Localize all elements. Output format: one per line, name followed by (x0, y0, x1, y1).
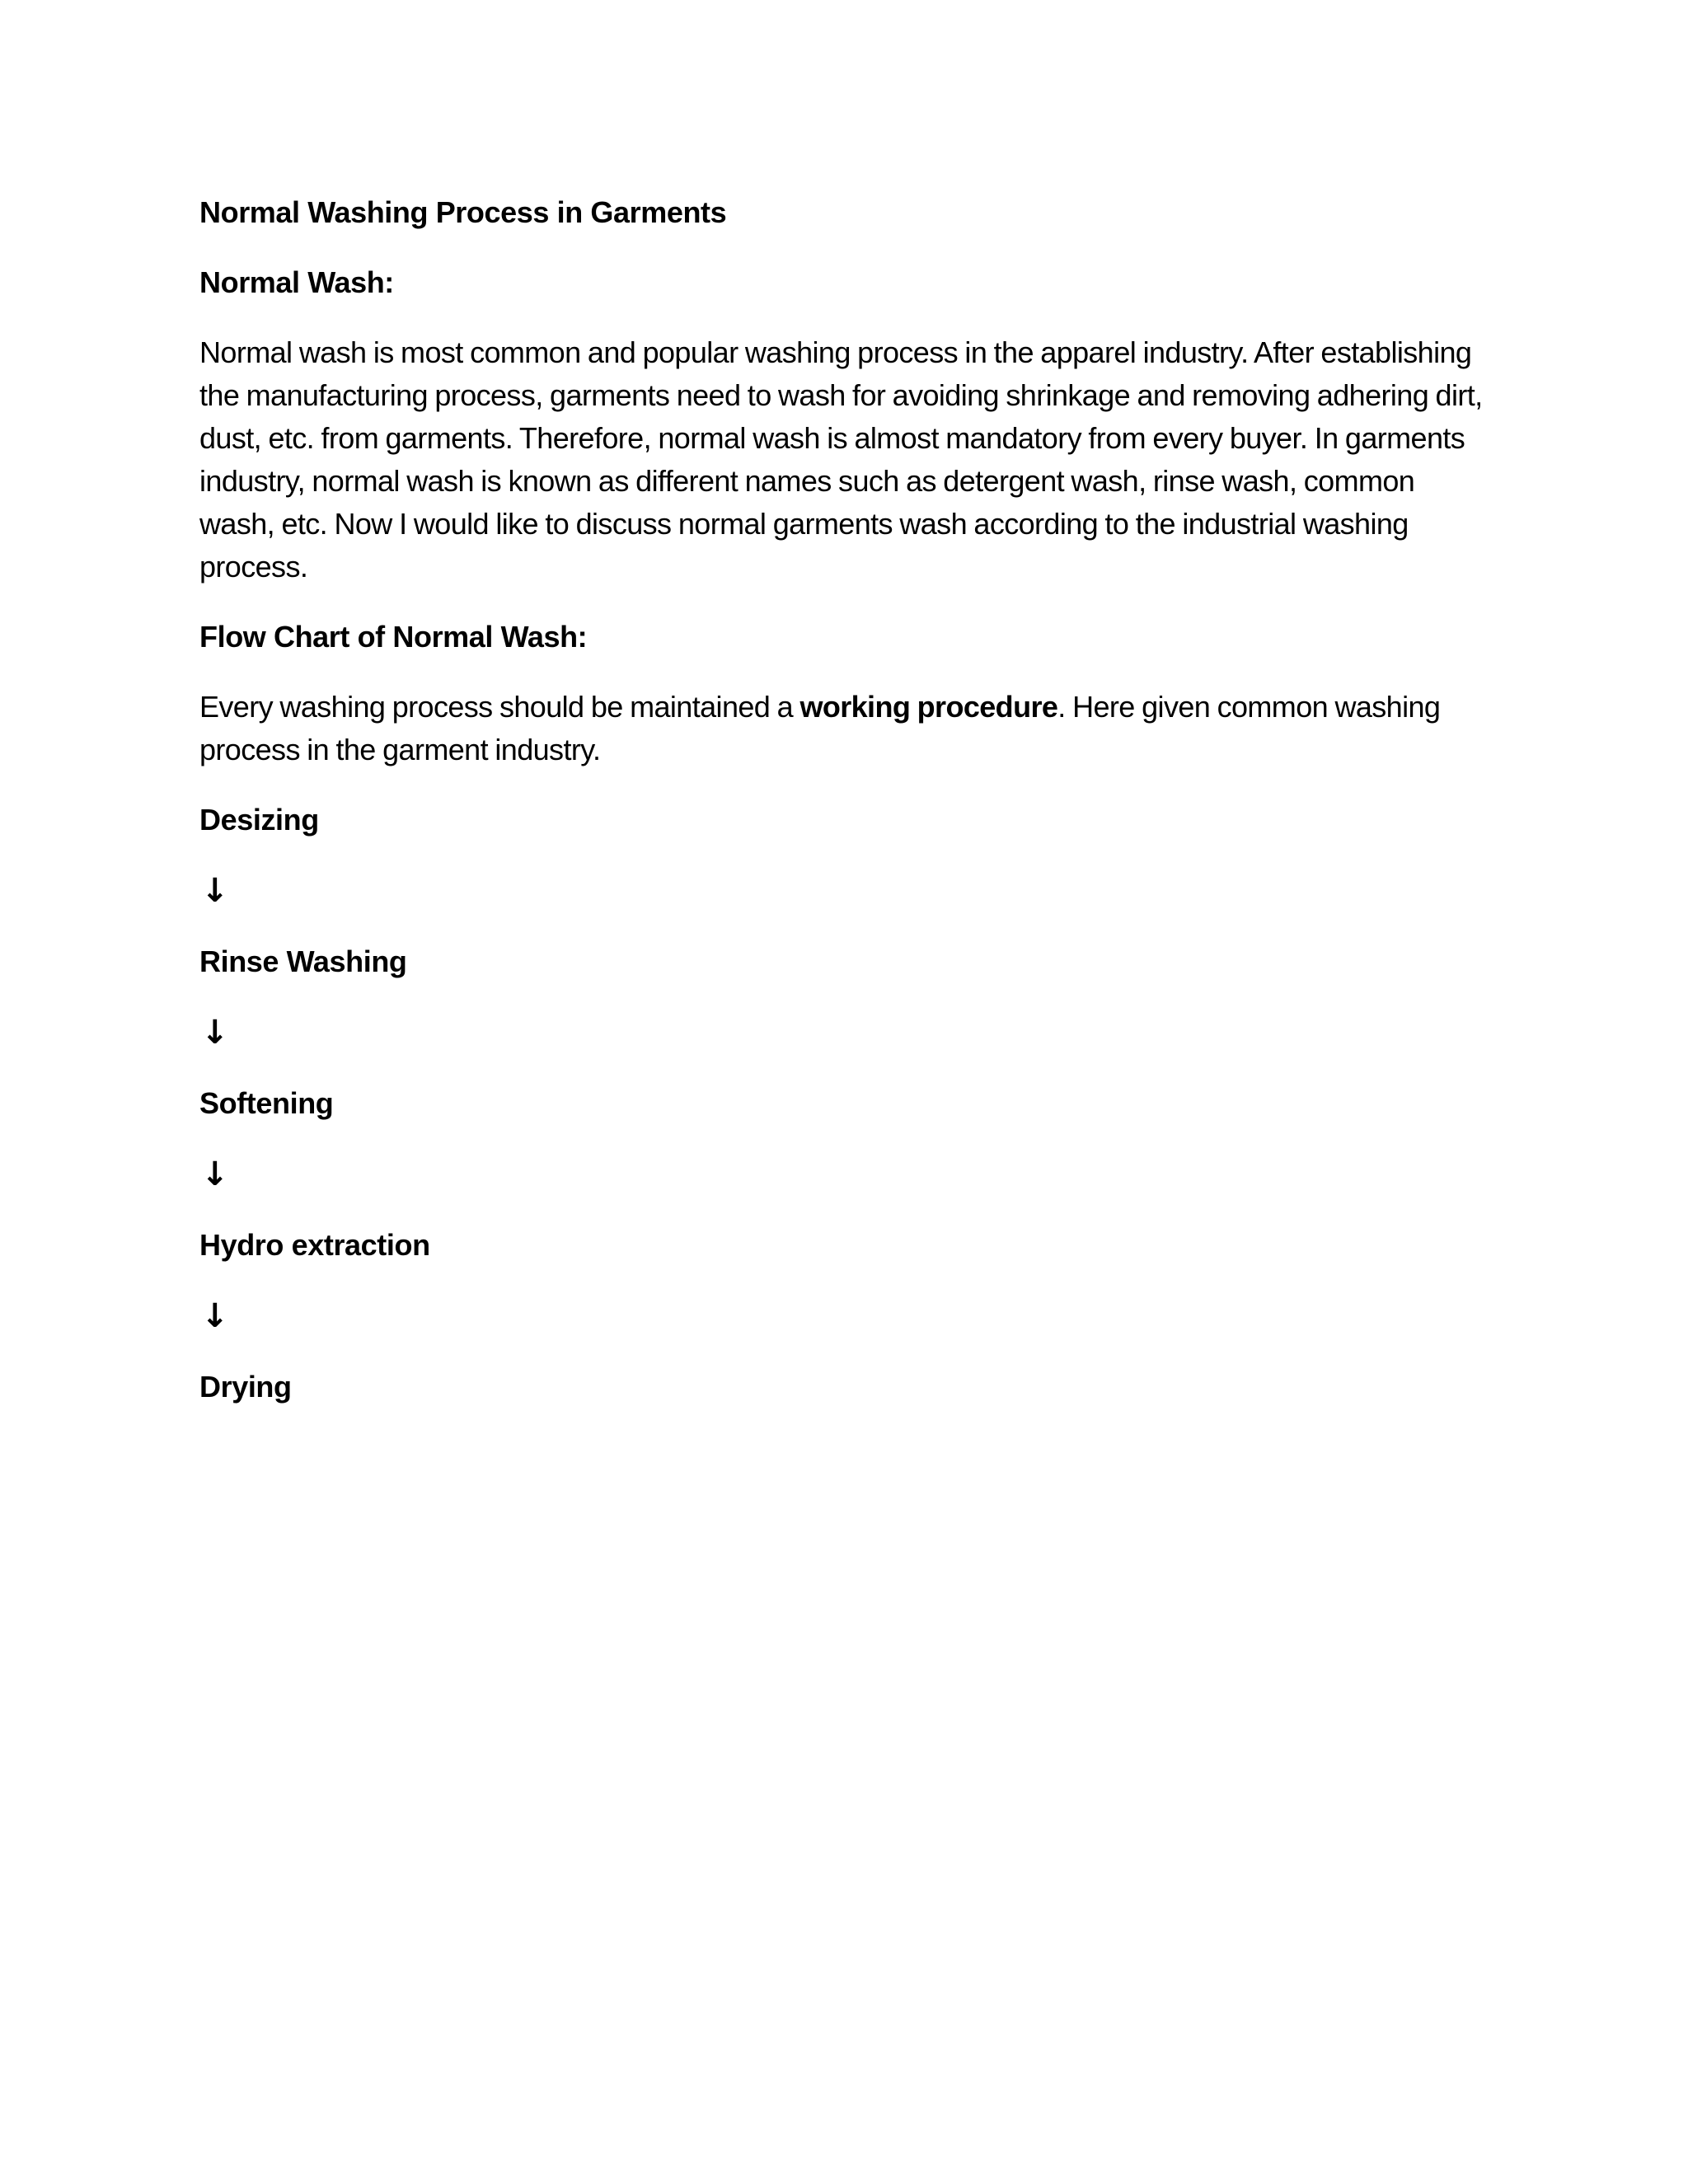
section-heading-normal-wash: Normal Wash: (199, 265, 394, 299)
flow-step-drying: Drying (199, 1370, 292, 1404)
down-arrow-icon: ↓ (201, 1155, 229, 1193)
down-arrow-icon: ↓ (201, 872, 229, 910)
document-page (199, 191, 1485, 1436)
flow-step-softening: Softening (199, 1086, 334, 1120)
intro-text-after: . Here given common washing process in the garment industry. (199, 690, 1441, 766)
flow-step-hydro-extraction: Hydro extraction (199, 1228, 430, 1262)
document-title: Normal Washing Process in Garments (199, 195, 727, 229)
section-heading-flow-chart: Flow Chart of Normal Wash: (199, 620, 588, 654)
intro-text-before: Every washing process should be maintained a (199, 690, 800, 724)
flow-step-rinse-washing: Rinse Washing (199, 944, 407, 978)
down-arrow-icon: ↓ (201, 1297, 229, 1335)
flow-chart-intro-paragraph (199, 686, 1485, 771)
flow-step-desizing: Desizing (199, 803, 319, 837)
down-arrow-icon: ↓ (201, 1014, 229, 1052)
intro-text-bold: working procedure (799, 690, 1058, 724)
normal-wash-paragraph: Normal wash is most common and popular washing process in the apparel industry. After establishing the manufacturing process, garments need to wash for avoiding shrinkage and removing adhering dirt, dust, etc. from garments. Therefore, normal wash is almost mandatory from every buyer. In garments industry, normal wash is known as different names such as detergent wash, rinse wash, common wash, etc. Now I would like to discuss normal garments wash according to the industrial washing process. (199, 335, 1483, 583)
